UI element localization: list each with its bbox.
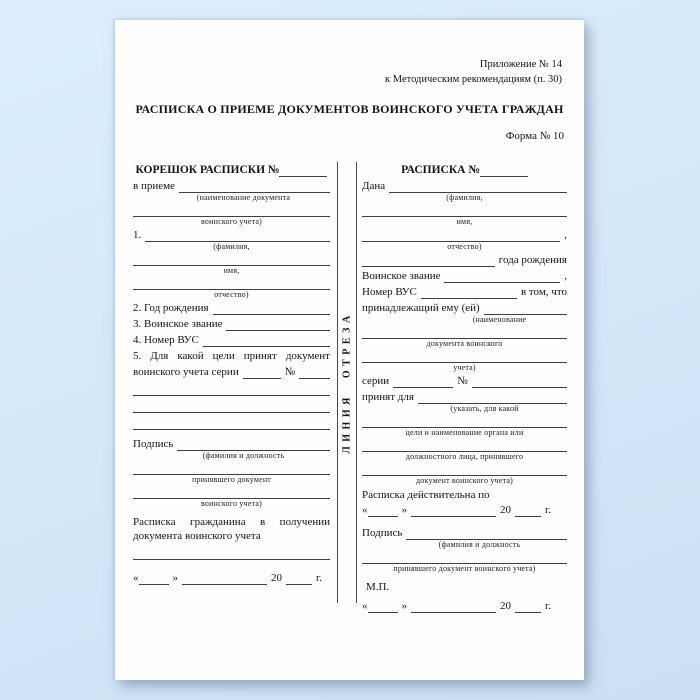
- cut-line-label: ЛИНИЯ ОТРЕЗА: [341, 311, 353, 454]
- caption: имя,: [223, 266, 240, 275]
- blank-line: [368, 610, 398, 613]
- document-page: [115, 20, 584, 680]
- blank-line: [515, 610, 541, 613]
- blank-line: [368, 514, 398, 517]
- field-label: года рождения: [498, 254, 567, 266]
- date-field: [362, 600, 567, 613]
- year-prefix: 20: [271, 572, 282, 584]
- caption: принявшего документ воинского учета): [393, 564, 536, 573]
- field-label: 1.: [133, 229, 142, 241]
- quote-open: «: [133, 572, 139, 584]
- receipt-header: [362, 162, 567, 177]
- caption: цели и наименование органа или: [405, 428, 524, 437]
- field-label: в приеме: [133, 180, 175, 192]
- blank-line: [299, 376, 330, 379]
- field-label: 3. Воинское звание: [133, 318, 223, 330]
- year-suffix: г.: [316, 572, 323, 584]
- vus-field: [133, 334, 330, 347]
- comma: ,: [564, 270, 567, 282]
- stub-header: [133, 162, 330, 177]
- field-label: воинского учета серии: [133, 366, 239, 378]
- rank-field: [362, 270, 567, 283]
- caption: (фамилия и должность: [202, 451, 285, 460]
- form-number: Форма № 10: [505, 130, 564, 143]
- field-label: серии: [362, 375, 390, 387]
- blank-line: [411, 610, 496, 613]
- blank-line: [362, 348, 567, 363]
- caption: (фамилия,: [213, 242, 250, 251]
- blank-line: [133, 460, 330, 475]
- field-label: в том, что: [520, 286, 567, 298]
- blank-line: [362, 202, 567, 217]
- blank-line: [133, 202, 330, 217]
- field-label: принят для: [362, 391, 414, 403]
- blank-line: [226, 328, 330, 331]
- caption: документ воинского учета): [416, 476, 513, 485]
- field-label: Подпись: [133, 438, 174, 450]
- blank-line: [286, 582, 312, 585]
- blank-line: [444, 280, 560, 283]
- field-label: Подпись: [362, 527, 403, 539]
- blank-line: [515, 514, 541, 517]
- blank-line: [411, 514, 496, 517]
- fio-field: [133, 229, 330, 242]
- caption: (наименование: [472, 315, 527, 324]
- caption: имя,: [456, 217, 473, 226]
- cut-line: [337, 162, 357, 603]
- annotation: [115, 58, 562, 87]
- field-label: 4. Номер ВУС: [133, 334, 199, 346]
- field-label: Номер ВУС: [362, 286, 417, 298]
- blank-line: [133, 413, 330, 430]
- blank-line: [362, 264, 495, 267]
- blank-line: [203, 344, 330, 347]
- caption: воинского учета): [201, 217, 262, 226]
- field-label: Воинское звание: [362, 270, 441, 282]
- stamp-label: М.П.: [366, 581, 390, 593]
- blank-line: [362, 437, 567, 452]
- quote-close: »: [401, 504, 407, 516]
- blank-line: [213, 312, 330, 315]
- quote-open: «: [362, 504, 368, 516]
- year-prefix: 20: [500, 504, 511, 516]
- accepted-for-field: [362, 391, 567, 404]
- caption: учета): [453, 363, 476, 372]
- blank-line: [472, 385, 567, 388]
- patronymic-line: [362, 229, 567, 242]
- birth-year-field: [362, 254, 567, 267]
- quote-close: »: [401, 600, 407, 612]
- document-name-field: [133, 180, 330, 193]
- caption: принявшего документ: [191, 475, 272, 484]
- caption: должностного лица, принявшего: [405, 452, 524, 461]
- blank-line: [393, 385, 453, 388]
- belonging-field: [362, 302, 567, 315]
- blank-line: [480, 174, 528, 177]
- dana-field: [362, 180, 567, 193]
- field-label: Дана: [362, 180, 386, 192]
- blank-line: [362, 413, 567, 428]
- signature-field: [362, 527, 567, 540]
- blank-line: [279, 174, 327, 177]
- blank-line: [133, 396, 330, 413]
- quote-close: »: [172, 572, 178, 584]
- year-suffix: г.: [545, 504, 552, 516]
- caption: (указать, для какой: [450, 404, 519, 413]
- blank-line: [421, 296, 517, 299]
- annotation-line: Приложение № 14: [479, 59, 562, 70]
- birth-year-field: [133, 302, 330, 315]
- page-title: РАСПИСКА О ПРИЕМЕ ДОКУМЕНТОВ ВОИНСКОГО УЧЕТА ГРАЖДАН: [135, 102, 564, 117]
- blank-line: [133, 484, 330, 499]
- caption: отчество): [214, 290, 249, 299]
- signature-field: [133, 438, 330, 451]
- caption: (наименование документа: [196, 193, 291, 202]
- receipt-header-label: РАСПИСКА №: [401, 164, 480, 176]
- blank-line: [133, 379, 330, 396]
- caption: документа воинского: [426, 339, 503, 348]
- date-field: [133, 572, 330, 585]
- caption: отчество): [447, 242, 482, 251]
- stub-header-label: КОРЕШОК РАСПИСКИ №: [135, 164, 280, 176]
- field-label: 2. Год рождения: [133, 302, 209, 314]
- blank-line: [362, 549, 567, 564]
- citizen-receipt-note: Расписка гражданина в получении документа воинского учета: [133, 516, 330, 542]
- blank-line: [133, 251, 330, 266]
- receipt-column: [362, 162, 567, 613]
- blank-line: [133, 275, 330, 290]
- series-number-row: [362, 375, 567, 388]
- number-sign: №: [284, 366, 296, 378]
- annotation-line: к Методическим рекомендациям (п. 30): [385, 73, 562, 85]
- blank-line: [362, 324, 567, 339]
- blank-line: [243, 376, 281, 379]
- comma: ,: [564, 229, 567, 241]
- rank-field: [133, 318, 330, 331]
- year-suffix: г.: [545, 600, 552, 612]
- caption: (фамилия,: [446, 193, 483, 202]
- year-prefix: 20: [500, 600, 511, 612]
- blank-line: [139, 582, 169, 585]
- validity-text: Расписка действительна по: [362, 489, 490, 501]
- series-number-row: [133, 366, 330, 379]
- blank-line: [182, 582, 267, 585]
- date-field: [362, 504, 567, 517]
- field-label: принадлежащий ему (ей): [362, 302, 480, 314]
- caption: воинского учета): [201, 499, 262, 508]
- quote-open: «: [362, 600, 368, 612]
- caption: (фамилия и должность: [438, 540, 521, 549]
- purpose-text: 5. Для какой цели принят документ: [133, 350, 330, 362]
- blank-line: [133, 545, 330, 560]
- receipt-stub-column: [133, 162, 330, 585]
- vus-field: [362, 286, 567, 299]
- blank-line: [362, 461, 567, 476]
- number-sign: №: [457, 375, 468, 387]
